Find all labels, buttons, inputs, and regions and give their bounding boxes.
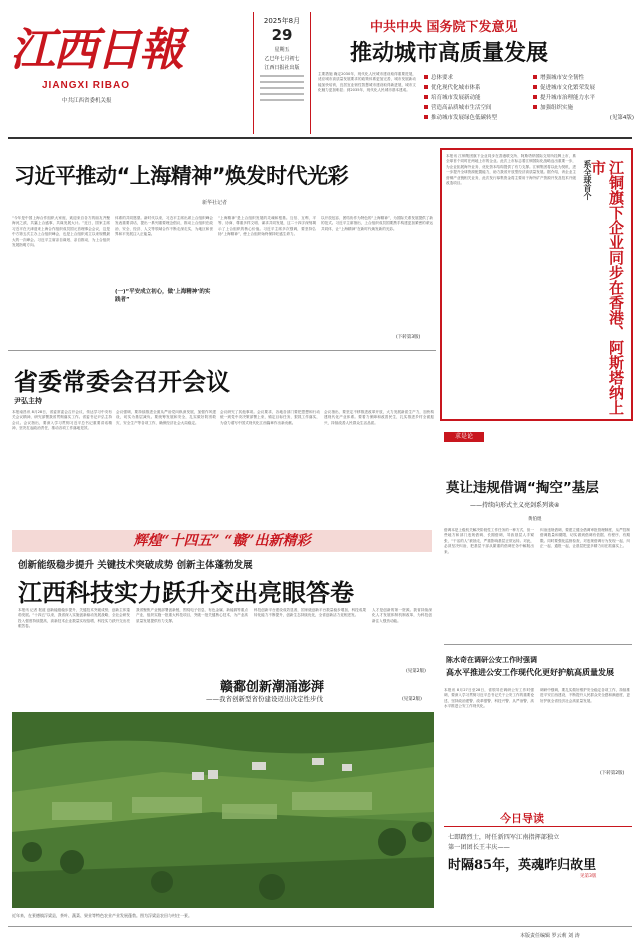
police-col-1: 本报讯 8月27日至28日，省领导在调研公安工作时强调，要深入学习贯彻习近平总书记关于公安工作的重要论述，坚持政治建警、改革强警、科技兴警、从严治警，高水平推进公安工作现代化。 xyxy=(444,688,534,709)
police-col-2: 调研中强调，要扎实做好维护安全稳定各项工作，持续推进平安江西建设，不断提升人民群众安全感和满意度，更好护航全省经济社会高质量发展。 xyxy=(540,688,630,703)
sidebar-story xyxy=(440,148,633,421)
list-item: 培育城市发展新动能 xyxy=(424,92,525,102)
preview-line1: 七即踏烈士，时任新四军江南指挥部独立 xyxy=(448,834,560,841)
footer-divider xyxy=(8,926,632,927)
xi-story-subhead: (一)“平安成立初心，做‘上海精神’的实践者” xyxy=(115,289,211,303)
tech-story-headline: 江西科技实力跃升交出亮眼答卷 xyxy=(18,579,354,607)
farmland-photo xyxy=(12,712,434,908)
footer-editor: 本版责任编辑 罗云莉 刘 涛 xyxy=(520,933,580,939)
list-item: 推动城市发展绿色低碳转型 xyxy=(424,112,525,122)
list-item: 优化现代化城市体系 xyxy=(424,82,525,92)
list-item: 促进城市文化繁荣发展 xyxy=(533,82,634,92)
commentary-label xyxy=(444,432,484,442)
masthead-pinyin: JIANGXI RIBAO xyxy=(42,80,131,91)
ganpo-subhead: ——我省创新型省份建设迈出决定性步伐 xyxy=(206,695,323,703)
masthead-logo xyxy=(10,20,185,80)
list-item: 提升城市治理能力水平 xyxy=(533,92,634,102)
date-weekday: 星期五 xyxy=(274,47,290,53)
commentary-subhead: ——持续向形式主义亮剑系列谈④ xyxy=(470,502,560,509)
date-column xyxy=(253,12,311,134)
committee-col-2: 会议强调，要持续推进全面从严治党向纵深发展，加强作风建设，切实为基层减负。要统筹发展和安全，扎实做好防汛救灾、安全生产等各项工作，确保经济社会大局稳定。 xyxy=(116,410,216,425)
commentary-label-text: 求是论 xyxy=(454,433,473,440)
xi-story-col-4: 以开放包容、团结协作为特色的“上海精神”，为国际关系发展提供了新的范式。习近平主席指出，上合组织成员国要携手构建更加紧密的命运共同体，让“上海精神”在新时代焕发新的光彩。 xyxy=(321,216,433,231)
ganpo-continued: (见第2版) xyxy=(402,697,422,702)
sidebar-story-kicker: 系全球首个 xyxy=(583,160,592,200)
committee-col-4: 会议指出，要坚定不移推进改革开放，大力发展新质生产力，加快构建现代化产业体系。要着力保障和改善民生，扎实推进乡村全面振兴，持续改善人民群众生活品质。 xyxy=(324,410,434,425)
commentary-headline: 莫让违规借调“掏空”基层 xyxy=(446,480,599,496)
commentary-byline: 黄伯煜 xyxy=(528,517,542,522)
xi-story-continued: (下转第3版) xyxy=(396,335,421,340)
tech-col-4: 人才是创新的第一资源。我省持续深化人才发展体制机制改革，为科技创新注入强劲动能。 xyxy=(372,608,432,623)
list-item: 总体要求 xyxy=(424,72,525,82)
top-story-list xyxy=(424,72,634,122)
banner-text: 辉煌“十四五” “赣”出新精彩 xyxy=(133,533,311,549)
tech-story-continued: (见第2版) xyxy=(406,669,426,674)
preview-line2: 第一团团长王丰庆—— xyxy=(448,844,510,851)
committee-col-1: 本报南昌讯 8月28日，省委常委会召开会议，传达学习中央有关会议精神，研究部署我省贯彻落实工作。省委书记尹弘主持会议。会议指出，要深入学习贯彻习近平总书记重要讲话精神，坚决扛起政治责任，推动各项工作落地见效。 xyxy=(12,410,112,431)
list-item: 增强城市安全韧性 xyxy=(533,72,634,82)
sidebar-story-headline: 江铜旗下企业同步在香港、阿斯塔纳上市 xyxy=(589,160,625,415)
date-lunar: 乙巳年七月初七 xyxy=(264,56,300,62)
xi-story-col-2: 体系的共同愿望。新时代以来，习近平主席出席上合组织峰会发表重要讲话，提出一系列重要理念倡议，推动上合组织在政治、安全、经济、人文等领域合作不断走深走实，为地区和世界和平发展注入正能量。 xyxy=(115,216,213,237)
date-meta xyxy=(260,75,304,101)
top-story-kicker: 中共中央 国务院下发意见 xyxy=(370,20,518,35)
photo-caption: 近年来，在景德镇浮梁县，茶叶、蔬菜、果业等特色农业产业发展蓬勃。图为浮梁县农田与村庄一景。 xyxy=(12,913,192,918)
police-continued: (下转第2版) xyxy=(600,771,625,776)
preview-headline: 时隔85年，英魂昨归故里 xyxy=(448,858,597,873)
masthead-title: 江西日報 xyxy=(10,23,183,76)
list-item: 加强组织实施 xyxy=(533,102,634,112)
top-story-body: 主要措施 确定2030年，现代化人民城市建设取得重要进展，适应城市高质量发展要求的政策体系更加完善，城市发展新动能加快培育，宜居宜业韧性智慧城市建设取得新进展，城市文化魅力更加彰显；到2035年，现代化人民城市基本建成。 xyxy=(318,72,416,93)
police-kicker: 陈水奇在调研公安工作时强调 xyxy=(446,656,537,664)
preview-label: 今日导读 xyxy=(500,812,544,825)
tech-col-1: 本报讯 记者 报道 创新能级稳步提升，关键技术突破成势，创新主体蓬勃发展。“十四五”以来，我省深入实施创新驱动发展战略，全社会研发投入强度持续提高，高新技术企业数量实现倍增，科技实力跃升交出亮眼答卷。 xyxy=(18,608,130,629)
tech-col-3: 科技创新平台建设成效显著，国家级创新平台数量稳步增加，科技成果转化能力不断提升，创新生态持续优化，全省创新活力竞相迸发。 xyxy=(254,608,366,618)
xi-story-col-1: “今年是中国上海合作组织大家庭，欢迎来自各方的朋友齐聚海河之滨，共襄上合盛事，共谋发展大计。”近日，国家主席习近平在天津迎来上海合作组织成员国元首理事会会议，这是中方第五次主办上合组织峰会，也是上合组织成立以来规模最大的一次峰会。习近平主席亲自谋划、亲自推动，为上合组织发展指明方向。 xyxy=(12,216,110,248)
committee-byline: 尹弘主持 xyxy=(14,397,42,405)
tech-story-kicker: 创新能级稳步提升 关键技术突破成势 创新主体蓬勃发展 xyxy=(18,560,253,571)
top-story-continued: (见第4版) xyxy=(609,115,634,121)
farmland-photo-illustration xyxy=(12,712,434,908)
date-day: 29 xyxy=(271,26,293,44)
ganpo-headline: 赣鄱创新潮涌澎湃 xyxy=(220,680,325,695)
date-year: 2025年8月 xyxy=(263,17,301,25)
section-divider xyxy=(444,644,632,645)
preview-page: 见第3版 xyxy=(580,874,597,879)
masthead-divider xyxy=(8,137,632,139)
commentary-col-2: 纠治违规借调，要建立健全借调审批管理制度，从严控制借调数量和期限，切实做到借调有依据、有程序、有期限。同时要强化监督检查，对违规借调行为发现一起、纠正一起、通报一起，让基层把更多精力用在抓落实上。 xyxy=(540,528,630,549)
committee-headline: 省委常委会召开会议 xyxy=(14,368,230,396)
preview-divider xyxy=(444,826,632,827)
commentary-col-1: 借调本是上级机关解决阶段性工作任务的一种方式，但一些地方和部门违规借调、长期借调，导致基层人手紧张，“干活的人”被抽走，严重影响基层正常运转。对此，必须坚决纠治，把基层干部从繁重的借调任务中解脱出来。 xyxy=(444,528,534,554)
masthead-org: 中共江西省委机关报 xyxy=(62,98,112,104)
top-story-headline: 推动城市高质量发展 xyxy=(350,41,549,66)
xi-story-byline: 新华社记者 xyxy=(202,200,228,206)
date-edition: 江西日报社出版 xyxy=(264,65,300,71)
list-item: 营造高品质城市生活空间 xyxy=(424,102,525,112)
committee-col-3: 会议研究了其他事项。会议要求，各地各部门要把思想和行动统一到党中央决策部署上来，锚定目标任务，狠抓工作落实，为奋力谱写中国式现代化江西篇章作出新贡献。 xyxy=(220,410,320,425)
sidebar-story-body: 本报讯 江铜集团旗下企业同步在香港联交所、阿斯塔纳国际交易所挂牌上市，系全球首个同时在两地上市的企业。此次上市标志着江铜国际化战略迈出重要一步，为企业拓展海外业务、优化资本结构提供了有力支撑。江铜集团将以此为契机，进一步提升全球资源配置能力，助力我省开放型经济高质量发展。据介绍，该企业主营铜产业链相关业务，此次发行募集资金将主要用于海外矿产资源开发及技术升级改造项目。 xyxy=(446,154,576,186)
xi-story-col-3: “上海精神”是上合组织发展的灵魂和根基。互信、互利、平等、协商、尊重多样文明、谋求共同发展，这二十四字深刻揭示了上合组织的核心价值。习近平主席多次强调，要坚持弘扬“上海精神”，使上合组织始终保持旺盛生命力。 xyxy=(218,216,316,237)
xi-story-headline: 习近平推动“上海精神”焕发时代光彩 xyxy=(14,164,349,188)
police-headline: 高水平推进公安工作现代化更好护航高质量发展 xyxy=(446,668,614,677)
tech-col-2: 我省聚焦产业链部署创新链，围绕电子信息、有色金属、新能源等重点产业，组织实施一批重大科技项目，突破一批关键核心技术，为产业高质量发展提供有力支撑。 xyxy=(136,608,248,623)
section-divider xyxy=(8,350,436,351)
